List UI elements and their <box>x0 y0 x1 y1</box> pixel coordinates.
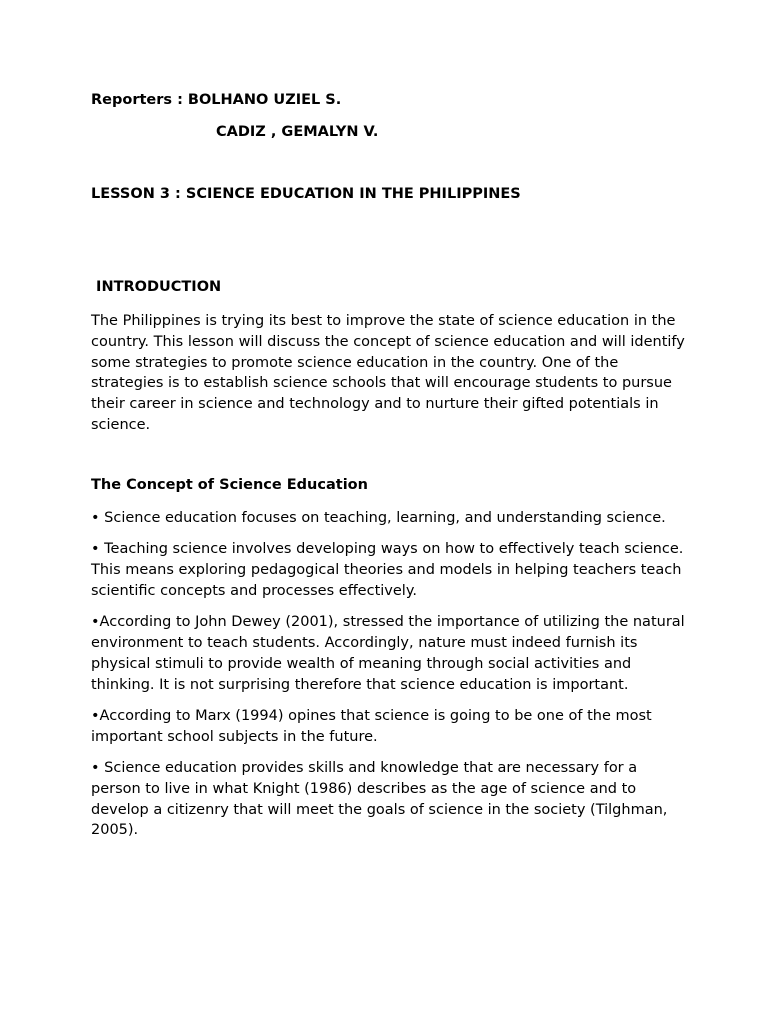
lesson-title: LESSON 3 : SCIENCE EDUCATION IN THE PHILIPPINES <box>91 186 521 202</box>
reporter-name-second: CADIZ , GEMALYN V. <box>216 124 379 140</box>
list-item: • Teaching science involves developing ways on how to effectively teach science. This means exploring pedagogical theories and models in helping teachers teach scientific concepts and processes effectively. <box>91 541 684 599</box>
concept-bullet-list <box>91 508 691 852</box>
reporters-line: Reporters : BOLHANO UZIEL S. <box>91 92 342 108</box>
introduction-heading: INTRODUCTION <box>91 279 222 295</box>
list-item: •According to Marx (1994) opines that science is going to be one of the most important school subjects in the future. <box>91 707 652 745</box>
list-item: • Science education provides skills and knowledge that are necessary for a person to live in what Knight (1986) describes as the age of science and to develop a citizenry that will meet the goals of science in the society (Tilghman, 2005). <box>91 759 668 839</box>
introduction-paragraph: The Philippines is trying its best to improve the state of science education in the country. This lesson will discuss the concept of science education and will identify some strategies to promote science education in the country. One of the strategies is to establish science schools that will encourage students to pursue their career in science and technology and to nurture their gifted potentials in science. <box>91 313 685 433</box>
concept-heading: The Concept of Science Education <box>91 477 368 493</box>
list-item: • Science education focuses on teaching, learning, and understanding science. <box>91 510 666 526</box>
list-item: •According to John Dewey (2001), stressed the importance of utilizing the natural environment to teach students. Accordingly, nature must indeed furnish its physical stimuli to provide wealth of meaning through social activities and thinking. It is not surprising therefore that science education is important. <box>91 614 685 693</box>
